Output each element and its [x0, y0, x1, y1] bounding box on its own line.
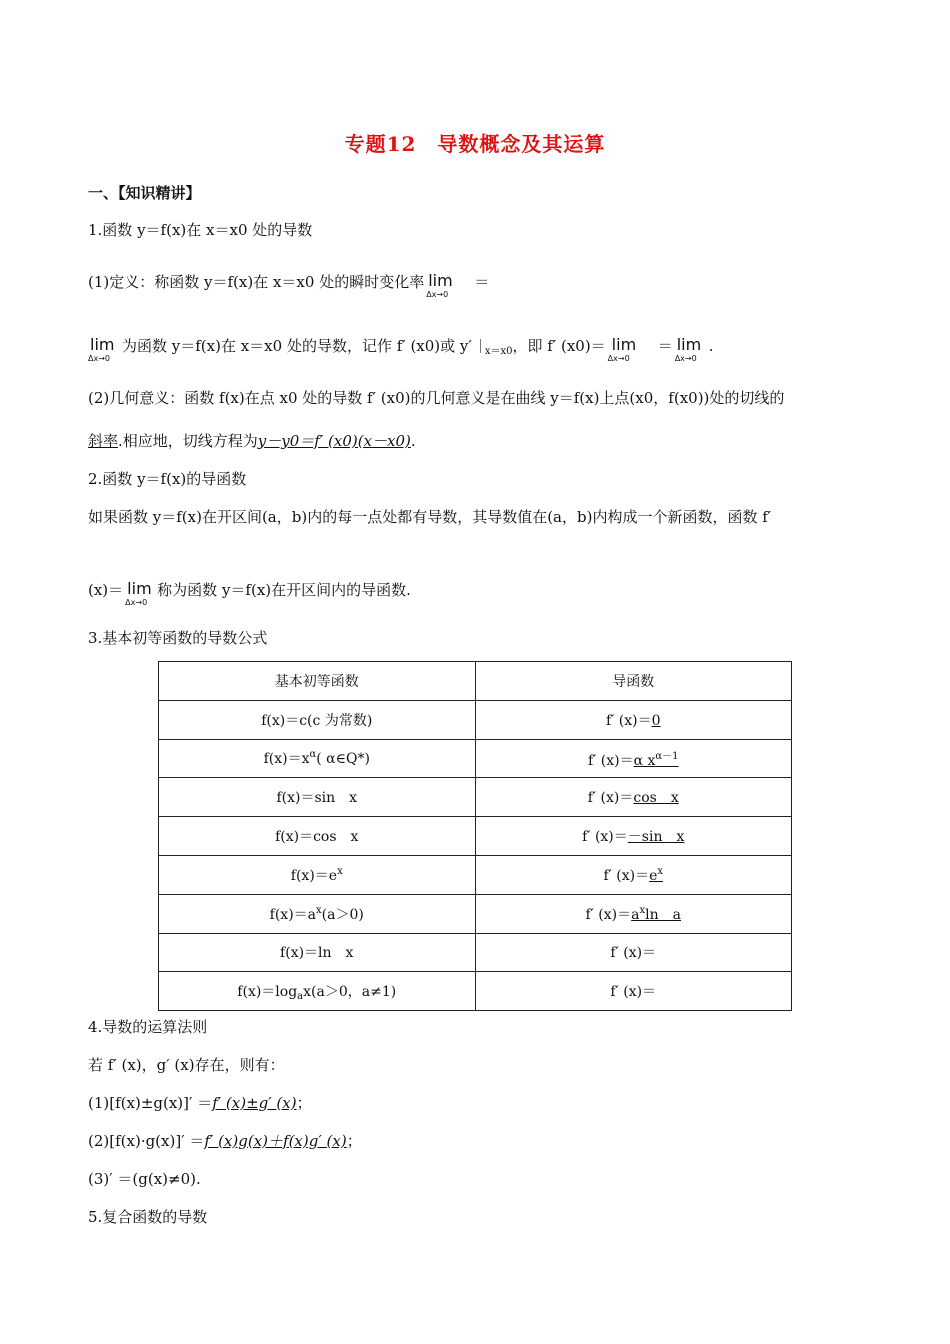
s5-title: 5.复合函数的导数	[88, 1208, 208, 1226]
tangent-equation: y－y0＝f′ (x0)(x－x0)	[257, 432, 411, 450]
s3-title: 3.基本初等函数的导数公式	[88, 629, 268, 647]
lim-symbol: lim	[90, 335, 115, 354]
table-cell-derivative: f′ (x)＝－sin x	[475, 817, 792, 856]
table-row	[159, 739, 792, 778]
lim-symbol: lim	[127, 579, 152, 598]
lim-symbol: lim	[611, 335, 637, 354]
table-row	[159, 855, 792, 894]
def-text-e: .	[708, 337, 714, 355]
table-cell-derivative: f′ $(x)=e^x$	[475, 855, 792, 894]
lim-symbol: lim	[676, 335, 702, 354]
lim-subscript: Δx→0	[607, 354, 630, 363]
s4-intro: 若 f′ (x)，g′ (x)存在，则有：	[88, 1056, 285, 1074]
slope-term: 斜率	[88, 432, 119, 450]
section-heading: 一、【知识精讲】	[88, 184, 201, 202]
table-cell-function: $f(x)=x^\alpha$( α∈Q*)	[159, 739, 476, 778]
geo-text-b: .相应地，切线方程为	[118, 432, 258, 450]
def-eq: ＝	[474, 273, 490, 291]
def-text-d: ＝	[657, 337, 673, 355]
s4-rule-3: (3)′ ＝(g(x)≠0).	[88, 1170, 201, 1188]
table-cell-function: $f(x)=e^x$	[159, 855, 476, 894]
geo-text-c: .	[410, 432, 416, 450]
lim-subscript: Δx→0	[674, 354, 697, 363]
table-cell-function: f(x)＝ln x	[159, 933, 476, 972]
table-cell-derivative: f′ (x)＝α $x^{\alpha-1}$	[475, 739, 792, 778]
s2-text-a: 如果函数 y＝f(x)在开区间(a，b)内的每一点处都有导数，其导数值在(a，b)内构成一个新函数，函数 f′	[88, 508, 772, 526]
table-row	[159, 933, 792, 972]
def-text-b: 为函数 y＝f(x)在 x＝x0 处的导数，记作 f′ (x0)或 y′	[122, 337, 472, 355]
table-header-row	[159, 662, 792, 701]
s1-geometric-a: (2)几何意义：函数 f(x)在点 x0 处的导数 f′ (x0)的几何意义是在曲线 y＝f(x)上点(x0，f(x0))处的切线的	[88, 389, 785, 407]
s1-definition-b	[88, 336, 713, 362]
s1-geometric-b	[88, 431, 416, 451]
s2-text-b1: (x)＝	[88, 581, 124, 599]
table-row	[159, 894, 792, 933]
s4-rule-1: (1)[f(x)±g(x)]′ ＝f′ (x)±g′ (x)；	[88, 1094, 312, 1112]
s4-title: 4.导数的运算法则	[88, 1018, 208, 1036]
table-row	[159, 972, 792, 1011]
table-cell-function: f(x)＝c(c 为常数)	[159, 700, 476, 739]
page-title: 专题12 导数概念及其运算	[344, 132, 606, 156]
lim-subscript: Δx→0	[125, 598, 148, 607]
header-basic-function: 基本初等函数	[159, 662, 476, 701]
s1-title: 1.函数 y＝f(x)在 x＝x0 处的导数	[88, 221, 313, 239]
table-cell-function: f(x)＝sin x	[159, 778, 476, 817]
table-cell-derivative: f′ (x)＝cos x	[475, 778, 792, 817]
lim-subscript: Δx→0	[426, 290, 449, 299]
lim-subscript: Δx→0	[88, 354, 110, 363]
def-text-c: ，即 f′ (x0)＝	[512, 337, 606, 355]
s2-title: 2.函数 y＝f(x)的导函数	[88, 470, 247, 488]
def-text-a: (1)定义：称函数 y＝f(x)在 x＝x0 处的瞬时变化率	[88, 273, 425, 291]
s1-definition-a	[88, 271, 490, 299]
derivative-table	[158, 661, 792, 1011]
header-derivative: 导函数	[475, 662, 792, 701]
lim-symbol: lim	[428, 271, 453, 290]
table-row	[159, 700, 792, 739]
table-cell-derivative: f′ $(x)=a^x\ln$ a	[475, 894, 792, 933]
s4-rule-2: (2)[f(x)·g(x)]′ ＝f′ (x)g(x)＋f(x)g′ (x)；	[88, 1132, 362, 1150]
def-condition: x＝x0	[484, 346, 513, 357]
table-cell-derivative: f′ (x)＝0	[475, 700, 792, 739]
table-row	[159, 778, 792, 817]
table-cell-derivative: f′ (x)＝	[475, 933, 792, 972]
table-cell-function: $f(x)=a^x(a>0)$	[159, 894, 476, 933]
table-cell-function: $f(x)=\log_ax(a>0$，a≠1)	[159, 972, 476, 1011]
s2-text-b	[88, 579, 411, 607]
table-cell-function: f(x)＝cos x	[159, 817, 476, 856]
table-cell-derivative: f′ (x)＝	[475, 972, 792, 1011]
table-row	[159, 817, 792, 856]
s2-text-b2: 称为函数 y＝f(x)在开区间内的导函数.	[157, 581, 411, 599]
